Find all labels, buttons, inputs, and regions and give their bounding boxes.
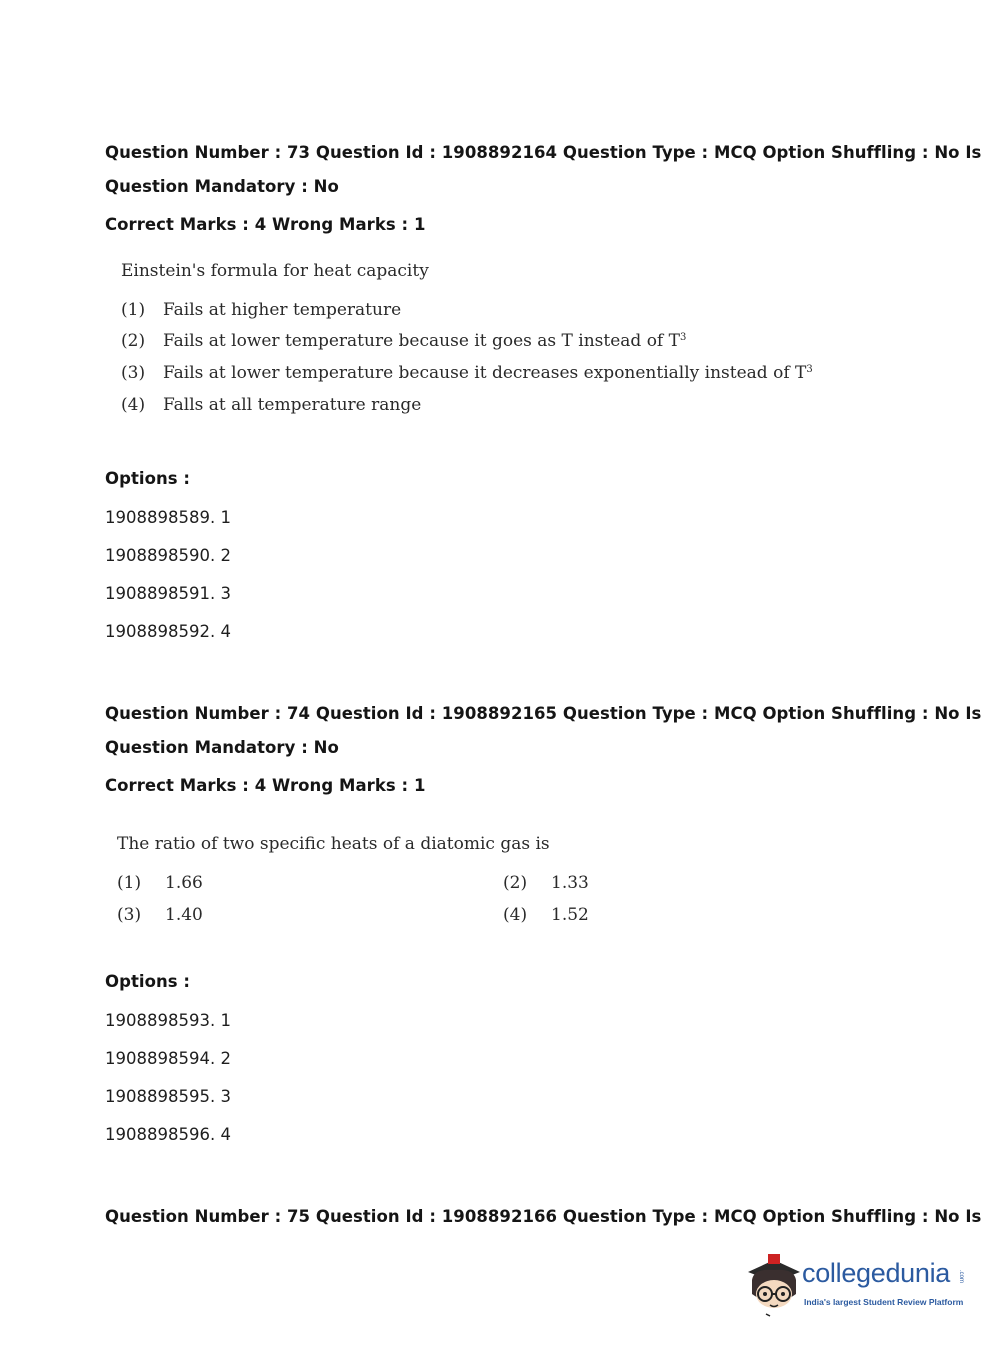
q73-header-line1: Question Number : 73 Question Id : 1908892164 Question Type : MCQ Option Shuffling : No Is	[105, 143, 982, 162]
q74-stem: The ratio of two specific heats of a diatomic gas is	[117, 834, 550, 854]
q74-choice-1	[117, 873, 203, 893]
q74-choice-4	[503, 905, 589, 925]
q73-choice-4	[121, 395, 421, 415]
choice-number: (2)	[503, 873, 528, 893]
q73-option-4: 1908898592. 4	[105, 622, 231, 641]
q73-header-line2: Question Mandatory : No	[105, 177, 339, 196]
q75-header-line1: Question Number : 75 Question Id : 1908892166 Question Type : MCQ Option Shuffling : No Is	[105, 1207, 982, 1226]
choice-text: Fails at lower temperature because it goes as T instead of T	[163, 331, 680, 351]
choice-number: (4)	[121, 395, 146, 415]
q73-choice-2	[121, 331, 686, 351]
q74-choice-3	[117, 905, 203, 925]
q73-option-1: 1908898589. 1	[105, 508, 231, 527]
q74-option-3: 1908898595. 3	[105, 1087, 231, 1106]
q73-choice-3	[121, 363, 813, 383]
q74-option-4: 1908898596. 4	[105, 1125, 231, 1144]
logo-wordmark: collegedunia	[802, 1258, 951, 1288]
logo-tagline: India's largest Student Review Platform	[804, 1297, 964, 1307]
choice-number: (1)	[117, 873, 142, 893]
superscript: 3	[806, 364, 813, 375]
choice-text: Falls at all temperature range	[163, 395, 422, 415]
q74-option-1: 1908898593. 1	[105, 1011, 231, 1030]
q74-header-line2: Question Mandatory : No	[105, 738, 339, 757]
q73-stem: Einstein's formula for heat capacity	[121, 261, 429, 281]
q74-header-line1: Question Number : 74 Question Id : 1908892165 Question Type : MCQ Option Shuffling : No Is	[105, 704, 982, 723]
choice-number: (3)	[117, 905, 142, 925]
choice-text: 1.52	[551, 905, 589, 925]
q73-marks: Correct Marks : 4 Wrong Marks : 1	[105, 215, 426, 234]
choice-number: (4)	[503, 905, 528, 925]
q74-choice-2	[503, 873, 589, 893]
q73-options-label: Options :	[105, 469, 191, 488]
choice-text: 1.66	[165, 873, 203, 893]
choice-text: Fails at lower temperature because it decreases exponentially instead of T	[163, 363, 807, 383]
choice-number: (2)	[121, 331, 146, 351]
q74-marks: Correct Marks : 4 Wrong Marks : 1	[105, 776, 426, 795]
q73-choice-1	[121, 300, 401, 320]
choice-number: (3)	[121, 363, 146, 383]
q73-option-3: 1908898591. 3	[105, 584, 231, 603]
q73-option-2: 1908898590. 2	[105, 546, 231, 565]
q74-option-2: 1908898594. 2	[105, 1049, 231, 1068]
mascot-icon	[744, 1250, 804, 1320]
collegedunia-logo	[744, 1250, 969, 1320]
superscript: 3	[679, 332, 687, 343]
q74-options-label: Options :	[105, 972, 191, 991]
choice-text: 1.33	[551, 873, 589, 893]
choice-text: 1.40	[165, 905, 203, 925]
choice-number: (1)	[121, 300, 146, 320]
choice-text: Fails at higher temperature	[163, 300, 402, 320]
logo-domain-suffix: .com	[958, 1270, 964, 1284]
